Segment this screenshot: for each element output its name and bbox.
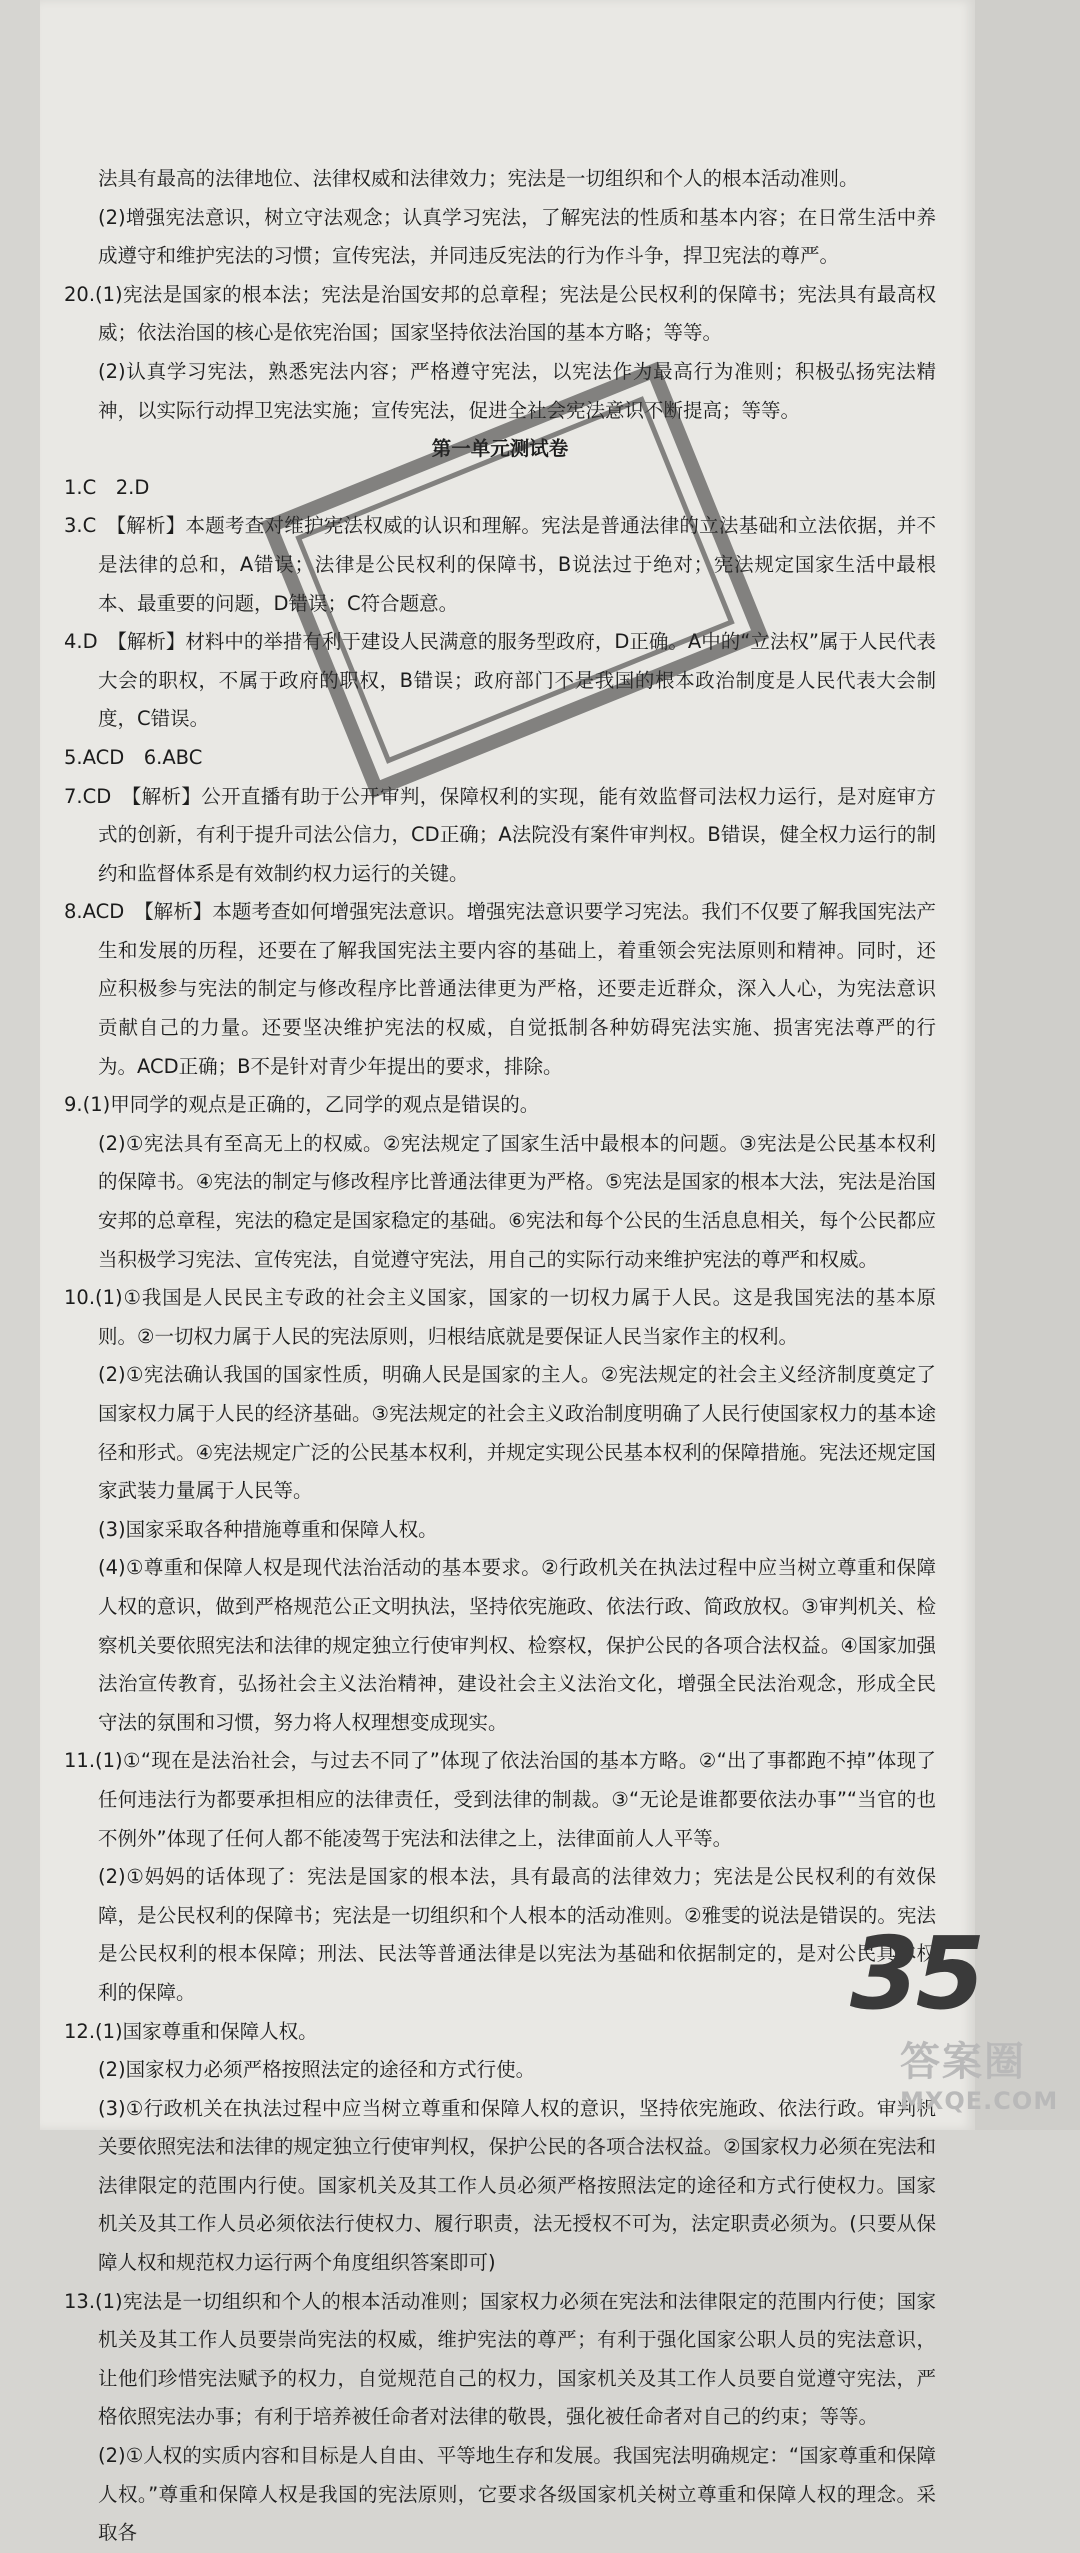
answer-paragraph: (3)国家采取各种措施尊重和保障人权。: [98, 1517, 438, 1541]
answer-paragraph: (2)认真学习宪法，熟悉宪法内容；严格遵守宪法，以宪法作为最高行为准则；积极弘扬宪法精神，以实际行动捍卫宪法实施；宣传宪法，促进全社会宪法意识不断提高；等等。: [98, 359, 936, 422]
answer-paragraph: 10.(1)①我国是人民民主专政的社会主义国家，国家的一切权力属于人民。这是我国宪法的基本原则。②一切权力属于人民的宪法原则，归根结底就是要保证人民当家作主的权利。: [64, 1286, 936, 1348]
answer-paragraph: (2)①宪法具有至高无上的权威。②宪法规定了国家生活中最根本的问题。③宪法是公民基本权利的保障书。④宪法的制定与修改程序比普通法律更为严格。⑤宪法是国家的根本大法，宪法是治国安邦的总章程，宪法的稳定是国家稳定的基础。⑥宪法和每个公民的生活息息相关，每个公民都应当积极学习宪法、宣传宪法，自觉遵守宪法，用自己的实际行动来维护宪法的尊严和权威。: [98, 1131, 936, 1271]
answer-paragraph: (2)①宪法确认我国的国家性质，明确人民是国家的主人。②宪法规定的社会主义经济制度奠定了国家权力属于人民的经济基础。③宪法规定的社会主义政治制度明确了人民行使国家权力的基本途径和形式。④宪法规定广泛的公民基本权利，并规定实现公民基本权利的保障措施。宪法还规定国家武装力量属于人民等。: [98, 1363, 936, 1503]
site-watermark: [900, 2030, 1075, 2125]
answer-paragraph: (2)国家权力必须严格按照法定的途径和方式行使。: [98, 2058, 536, 2082]
answer-paragraph: 7.CD 【解析】公开直播有助于公开审判，保障权利的实现，能有效监督司法权力运行，是对庭审方式的创新，有利于提升司法公信力，CD正确；A法院没有案件审判权。B错误，健全权力运行的制约和监督体系是有效制约权力运行的关键。: [64, 784, 936, 885]
answer-paragraph: (4)①尊重和保障人权是现代法治活动的基本要求。②行政机关在执法过程中应当树立尊重和保障人权的意识，做到严格规范公正文明执法，坚持依宪施政、依法行政、简政放权。③审判机关、检察机关要依照宪法和法律的规定独立行使审判权、检察权，保护公民的各项合法权益。④国家加强法治宣传教育，弘扬社会主义法治精神，建设社会主义法治文化，增强全民法治观念，形成全民守法的氛围和习惯，努力将人权理想变成现实。: [98, 1556, 936, 1734]
answer-paragraph: 法具有最高的法律地位、法律权威和法律效力；宪法是一切组织和个人的根本活动准则。: [98, 167, 859, 190]
watermark-logo-text: 答案圈: [900, 2039, 1026, 2085]
answer-paragraph: 11.(1)①“现在是法治社会，与过去不同了”体现了依法治国的基本方略。②“出了事都跑不掉”体现了任何违法行为都要承担相应的法律责任，受到法律的制裁。③“无论是谁都要依法办事”“当官的也不例外”体现了任何人都不能凌驾于宪法和法律之上，法律面前人人平等。: [64, 1749, 936, 1850]
answer-paragraph: (2)①人权的实质内容和目标是人自由、平等地生存和发展。我国宪法明确规定：“国家尊重和保障人权。”尊重和保障人权是我国的宪法原则，它要求各级国家机关树立尊重和保障人权的理念。采取各: [98, 2444, 936, 2545]
page-edge: [975, 0, 1080, 2130]
answer-paragraph: (3)①行政机关在执法过程中应当树立尊重和保障人权的意识，坚持依宪施政、依法行政。审判机关要依照宪法和法律的规定独立行使审判权，保护公民的各项合法权益。②国家权力必须在宪法和法律限定的范围内行使。国家机关及其工作人员必须严格按照法定的途径和方式行使权力。国家机关及其工作人员必须依法行使权力、履行职责，法无授权不可为，法定职责必须为。(只要从保障人权和规范权力运行两个角度组织答案即可): [98, 2096, 936, 2275]
section-title: 第一单元测试卷: [431, 437, 569, 461]
answer-paragraph: 1.C 2.D: [64, 475, 150, 499]
answer-paragraph: 13.(1)宪法是一切组织和个人的根本活动准则；国家权力必须在宪法和法律限定的范围内行使；国家机关及其工作人员要崇尚宪法的权威，维护宪法的尊严；有利于强化国家公职人员的宪法意识，让他们珍惜宪法赋予的权力，自觉规范自己的权力，国家机关及其工作人员要自觉遵守宪法，严格依照宪法办事；有利于培养被任命者对法律的敬畏，强化被任命者对自己的约束；等等。: [64, 2289, 936, 2429]
answer-paragraph: (2)增强宪法意识，树立守法观念；认真学习宪法，了解宪法的性质和基本内容；在日常生活中养成遵守和维护宪法的习惯；宣传宪法，并同违反宪法的行为作斗争，捍卫宪法的尊严。: [98, 205, 936, 268]
answer-paragraph: 4.D 【解析】材料中的举措有利于建设人民满意的服务型政府，D正确。A中的“立法权”属于人民代表大会的职权，不属于政府的职权，B错误；政府部门不是我国的根本政治制度是人民代表大会制度，C错误。: [64, 630, 936, 731]
answer-text-body: [64, 160, 936, 2553]
answer-paragraph: 5.ACD 6.ABC: [64, 745, 203, 769]
answer-paragraph: 20.(1)宪法是国家的根本法；宪法是治国安邦的总章程；宪法是公民权利的保障书；宪法具有最高权威；依法治国的核心是依宪治国；国家坚持依法治国的基本方略；等等。: [64, 282, 936, 345]
answer-paragraph: 3.C 【解析】本题考查对维护宪法权威的认识和理解。宪法是普通法律的立法基础和立法依据，并不是法律的总和，A错误；法律是公民权利的保障书，B说法过于绝对；宪法规定国家生活中最根本、最重要的问题，D错误；C符合题意。: [64, 514, 936, 615]
watermark-url: MXQE.COM: [900, 2087, 1059, 2115]
answer-paragraph: 9.(1)甲同学的观点是正确的，乙同学的观点是错误的。: [64, 1093, 540, 1117]
answer-paragraph: (2)①妈妈的话体现了：宪法是国家的根本法，具有最高的法律效力；宪法是公民权利的有效保障，是公民权利的保障书；宪法是一切组织和个人根本的活动准则。②雅雯的说法是错误的。宪法是公民权利的根本保障；刑法、民法等普通法律是以宪法为基础和依据制定的，是对公民具体权利的保障。: [98, 1865, 936, 2004]
answer-paragraph: 12.(1)国家尊重和保障人权。: [64, 2019, 318, 2043]
answer-paragraph: 8.ACD 【解析】本题考查如何增强宪法意识。增强宪法意识要学习宪法。我们不仅要了解我国宪法产生和发展的历程，还要在了解我国宪法主要内容的基础上，着重领会宪法原则和精神。同时，还应积极参与宪法的制定与修改程序比普通法律更为严格，还要走近群众，深入人心，为宪法意识贡献自己的力量。还要坚决维护宪法的权威，自觉抵制各种妨碍宪法实施、损害宪法尊严的行为。ACD正确；B不是针对青少年提出的要求，排除。: [64, 900, 936, 1078]
page-number: 35: [850, 1915, 982, 2032]
